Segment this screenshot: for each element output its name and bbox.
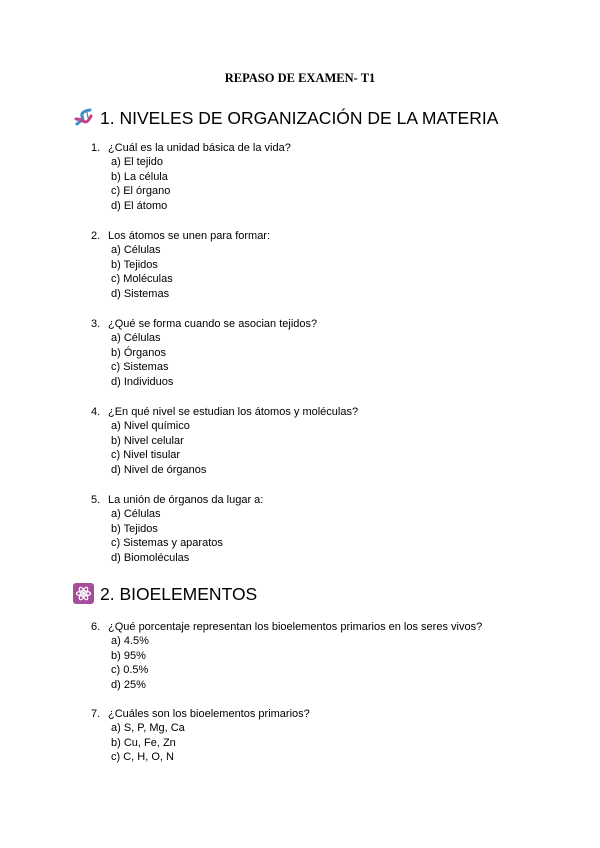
- answer-option: c) El órgano: [111, 185, 171, 197]
- answer-option: d) 25%: [111, 679, 146, 691]
- answer-option: a) El tejido: [111, 156, 163, 168]
- question-text: La unión de órganos da lugar a:: [108, 494, 264, 506]
- answer-option: d) Sistemas: [111, 288, 170, 300]
- answer-option: c) Moléculas: [111, 273, 173, 285]
- answer-option: a) S, P, Mg, Ca: [111, 722, 185, 734]
- answer-option: d) Biomoléculas: [111, 552, 190, 564]
- answer-option: d) El átomo: [111, 200, 168, 212]
- question-text: ¿En qué nivel se estudian los átomos y moléculas?: [108, 406, 359, 418]
- question-number: 2.: [91, 230, 101, 242]
- answer-option: d) Nivel de órganos: [111, 464, 207, 476]
- dna-icon: [73, 107, 94, 128]
- question-number: 4.: [91, 406, 101, 418]
- question-text: ¿Qué se forma cuando se asocian tejidos?: [108, 318, 318, 330]
- question-number: 3.: [91, 318, 101, 330]
- answer-option: b) Cu, Fe, Zn: [111, 737, 176, 749]
- answer-option: c) Sistemas: [111, 361, 169, 373]
- answer-option: a) Células: [111, 244, 161, 256]
- section-heading-bioelementos: [73, 583, 257, 604]
- section-heading-niveles: [73, 107, 498, 128]
- answer-option: a) 4.5%: [111, 635, 149, 647]
- question-text: Los átomos se unen para formar:: [108, 230, 271, 242]
- document-title: REPASO DE EXAMEN- T1: [224, 71, 376, 85]
- question-number: 1.: [91, 142, 101, 154]
- section-title: 1. NIVELES DE ORGANIZACIÓN DE LA MATERIA: [100, 107, 499, 128]
- question-number: 7.: [91, 708, 101, 720]
- answer-option: c) Nivel tisular: [111, 449, 181, 461]
- question-number: 5.: [91, 494, 101, 506]
- answer-option: b) Tejidos: [111, 259, 158, 271]
- answer-option: b) La célula: [111, 171, 168, 183]
- atom-icon: [73, 583, 94, 604]
- section-title: 2. BIOELEMENTOS: [100, 583, 258, 604]
- answer-option: a) Nivel químico: [111, 420, 190, 432]
- answer-option: a) Células: [111, 332, 161, 344]
- question-number: 6.: [91, 621, 101, 633]
- question-text: ¿Qué porcentaje representan los bioelementos primarios en los seres vivos?: [108, 621, 483, 633]
- answer-option: b) Órganos: [111, 347, 167, 359]
- question-text: ¿Cuáles son los bioelementos primarios?: [108, 708, 310, 720]
- answer-option: c) C, H, O, N: [111, 751, 174, 763]
- answer-option: c) 0.5%: [111, 664, 149, 676]
- answer-option: d) Individuos: [111, 376, 174, 388]
- answer-option: b) Tejidos: [111, 523, 158, 535]
- answer-option: b) Nivel celular: [111, 435, 184, 447]
- answer-option: b) 95%: [111, 650, 146, 662]
- question-text: ¿Cuál es la unidad básica de la vida?: [108, 142, 291, 154]
- answer-option: c) Sistemas y aparatos: [111, 537, 223, 549]
- answer-option: a) Células: [111, 508, 161, 520]
